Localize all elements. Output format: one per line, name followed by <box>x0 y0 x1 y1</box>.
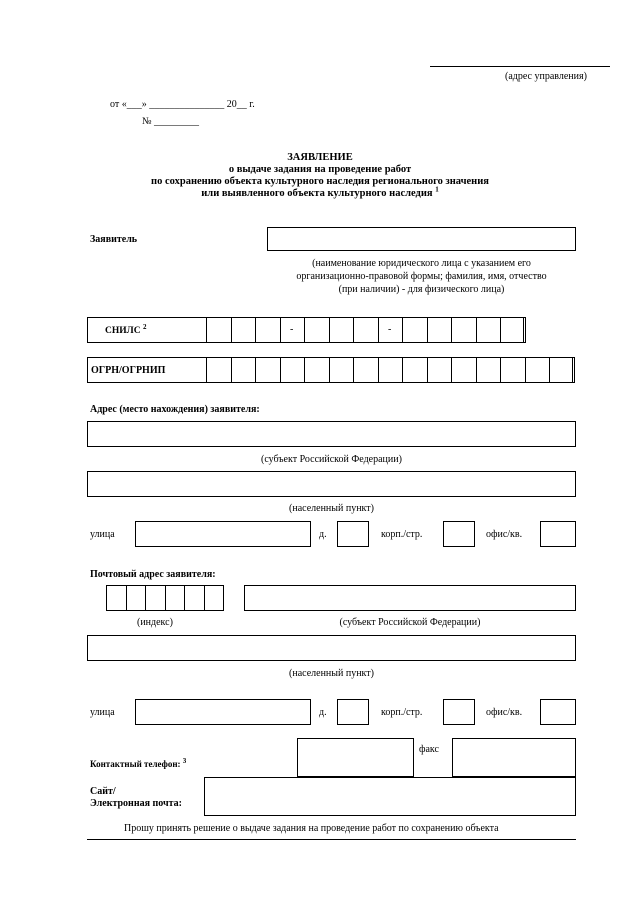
ogrn-digit-cell[interactable] <box>329 357 355 383</box>
phone-field[interactable] <box>297 738 414 777</box>
address-street-label: улица <box>90 529 115 540</box>
email-label: Электронная почта: <box>90 798 182 809</box>
postal-index-digit-cell[interactable] <box>165 585 186 611</box>
postal-locality-caption: (населенный пункт) <box>289 668 374 679</box>
postal-index-digit-cell[interactable] <box>126 585 147 611</box>
address-office-field[interactable] <box>540 521 576 547</box>
postal-subject-field[interactable] <box>244 585 576 611</box>
ogrn-digit-cell[interactable] <box>500 357 526 383</box>
address-building-field[interactable] <box>443 521 475 547</box>
footnote-2: 2 <box>142 322 147 331</box>
address-heading: Адрес (место нахождения) заявителя: <box>90 404 260 415</box>
address-building-label: корп./стр. <box>381 529 423 540</box>
snils-digit-cell[interactable] <box>329 317 355 343</box>
footer-rule <box>87 839 576 840</box>
doc-title-line4: или выявленного объекта культурного наследия $^1$ <box>201 185 439 199</box>
date-line[interactable]: от «___» _______________ 20__ г. <box>110 99 255 110</box>
ogrn-digit-cell[interactable] <box>280 357 306 383</box>
footnote-1: 1 <box>435 185 439 194</box>
doc-title-line2: о выдаче задания на проведение работ <box>228 164 412 175</box>
applicant-caption-2: организационно-правовой формы; фамилия, имя, отчество <box>296 271 547 282</box>
address-street-field[interactable] <box>135 521 311 547</box>
postal-building-field[interactable] <box>443 699 475 725</box>
snils-digit-cell[interactable] <box>500 317 526 343</box>
snils-digit-cell[interactable] <box>451 317 477 343</box>
ogrn-label: ОГРН/ОГРНИП <box>91 365 166 376</box>
site-label: Сайт/ <box>90 786 116 797</box>
ogrn-digit-cell[interactable] <box>304 357 330 383</box>
address-locality-field[interactable] <box>87 471 576 497</box>
applicant-caption-1: (наименование юридического лица с указанием его <box>312 258 531 269</box>
ogrn-digit-cell[interactable] <box>378 357 404 383</box>
address-caption: (адрес управления) <box>505 71 587 82</box>
ogrn-digit-cell[interactable] <box>525 357 551 383</box>
ogrn-digit-cell[interactable] <box>231 357 257 383</box>
address-signature-line <box>430 66 610 67</box>
phone-label: Контактный телефон: $^3$ <box>90 757 187 769</box>
postal-street-field[interactable] <box>135 699 311 725</box>
ogrn-digit-cell[interactable] <box>451 357 477 383</box>
footnote-3: 3 <box>182 757 187 765</box>
ogrn-digit-cell[interactable] <box>549 357 575 383</box>
address-office-label: офис/кв. <box>486 529 523 540</box>
ogrn-digit-cell[interactable] <box>206 357 232 383</box>
postal-index-digit-cell[interactable] <box>204 585 225 611</box>
postal-locality-field[interactable] <box>87 635 576 661</box>
snils-label: СНИЛС $^2$ <box>105 322 147 336</box>
ogrn-digit-cell[interactable] <box>427 357 453 383</box>
postal-index-caption: (индекс) <box>137 617 173 628</box>
snils-digit-cell[interactable] <box>427 317 453 343</box>
address-subject-field[interactable] <box>87 421 576 447</box>
site-email-field[interactable] <box>204 777 576 816</box>
address-locality-caption: (населенный пункт) <box>289 503 374 514</box>
snils-digit-cell[interactable] <box>255 317 281 343</box>
postal-building-label: корп./стр. <box>381 707 423 718</box>
ogrn-digit-cell[interactable] <box>402 357 428 383</box>
postal-street-label: улица <box>90 707 115 718</box>
snils-dash-2: - <box>388 324 392 335</box>
postal-office-label: офис/кв. <box>486 707 523 718</box>
postal-index-digit-cell[interactable] <box>106 585 127 611</box>
doc-title: ЗАЯВЛЕНИЕ <box>287 152 353 163</box>
postal-index-digit-cell[interactable] <box>145 585 166 611</box>
snils-digit-cell[interactable] <box>231 317 257 343</box>
ogrn-digit-cell[interactable] <box>353 357 379 383</box>
applicant-caption-3: (при наличии) - для физического лица) <box>338 284 505 295</box>
snils-digit-cell[interactable] <box>353 317 379 343</box>
fax-label: факс <box>419 744 439 755</box>
applicant-label: Заявитель <box>90 234 138 245</box>
request-text: Прошу принять решение о выдаче задания на проведение работ по сохранению объекта <box>124 823 499 834</box>
postal-office-field[interactable] <box>540 699 576 725</box>
doc-title-line3: по сохранению объекта культурного наследия регионального значения <box>151 176 489 187</box>
postal-heading: Почтовый адрес заявителя: <box>90 569 216 580</box>
address-house-field[interactable] <box>337 521 369 547</box>
address-subject-caption: (субъект Российской Федерации) <box>261 454 402 465</box>
postal-subject-caption: (субъект Российской Федерации) <box>339 617 481 628</box>
address-house-label: д. <box>319 529 327 540</box>
snils-digit-cell[interactable] <box>206 317 232 343</box>
applicant-name-field[interactable] <box>267 227 576 251</box>
snils-digit-cell[interactable] <box>304 317 330 343</box>
postal-house-field[interactable] <box>337 699 369 725</box>
number-line[interactable]: № _________ <box>142 116 200 127</box>
fax-field[interactable] <box>452 738 576 777</box>
postal-index-digit-cell[interactable] <box>184 585 205 611</box>
ogrn-digit-cell[interactable] <box>476 357 502 383</box>
postal-house-label: д. <box>319 707 327 718</box>
snils-digit-cell[interactable] <box>402 317 428 343</box>
snils-dash-1: - <box>290 324 294 335</box>
ogrn-digit-cell[interactable] <box>255 357 281 383</box>
snils-digit-cell[interactable] <box>476 317 502 343</box>
